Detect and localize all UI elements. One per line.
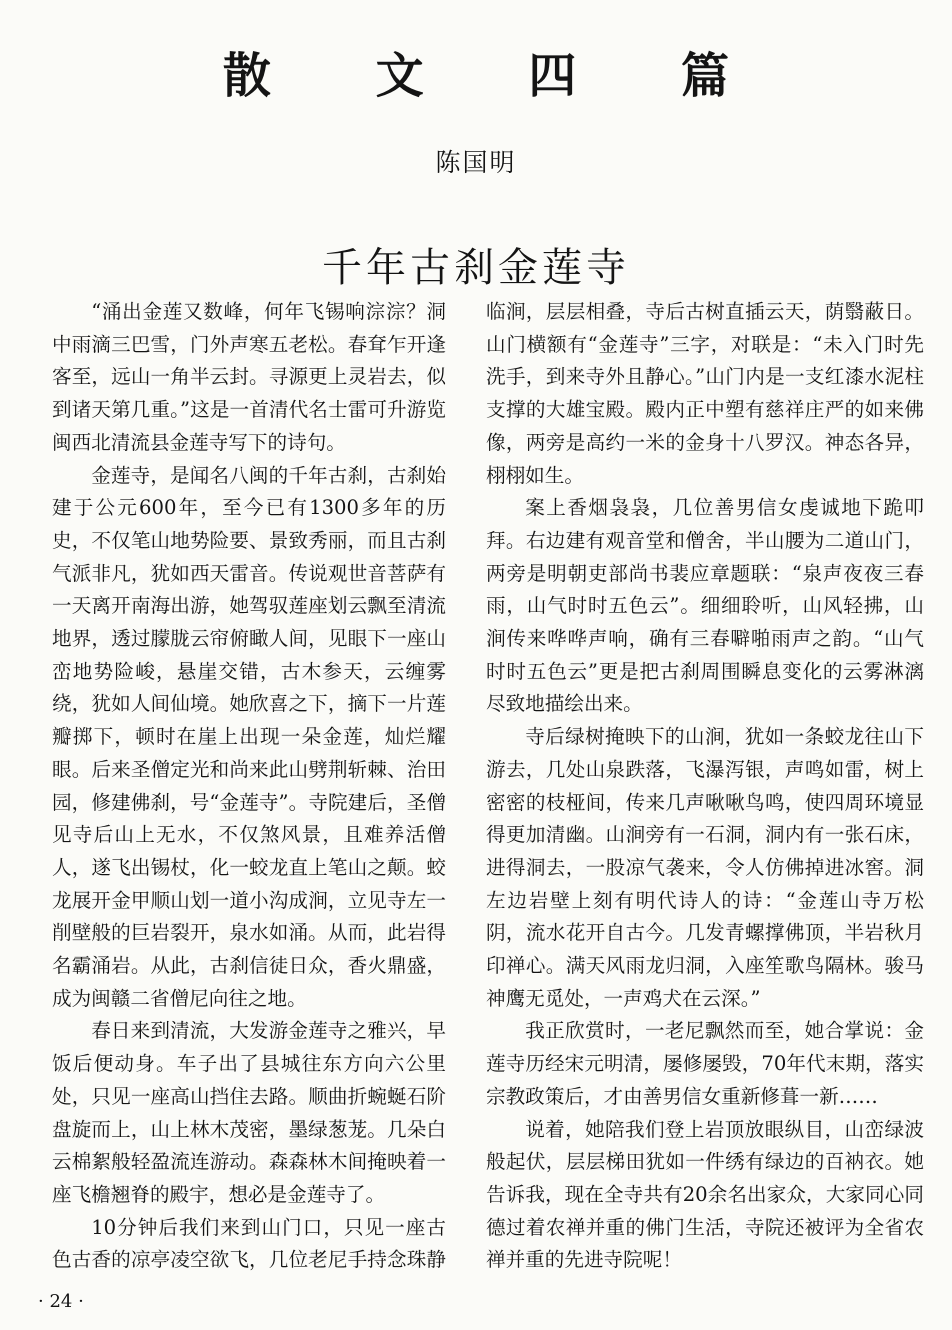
paragraph: 金莲寺，是闻名八闽的千年古刹，古刹始建于公元600年，至今已有1300多年的历史，不仅笔山地势险要、景致秀丽，而且古刹气派非凡，犹如西天雷音。传说观世音菩萨有一天离开南海出游，她驾驭莲座划云飘至清流地界，透过朦胧云帘俯瞰人间，见眼下一座山峦地势险峻，悬崖交错，古木参天，云缠雾绕，犹如人间仙境。她欣喜之下，摘下一片莲瓣掷下，顿时在崖上出现一朵金莲，灿烂耀眼。后来圣僧定光和尚来此山劈荆斩棘、治田园，修建佛刹，号“金莲寺”。寺院建后，圣僧见寺后山上无水，不仅煞风景，且难养活僧人，遂飞出锡杖，化一蛟龙直上笔山之颠。蛟龙展开金甲顺山划一道小沟成涧，立见寺左一削壁般的巨岩裂开，泉水如涌。从而，此岩得名霸涌岩。从此，古刹信徒日众，香火鼎盛，成为闽赣二省僧尼向往之地。: [52, 463, 446, 1010]
paragraph-continued: 临涧，层层相叠，寺后古树直插云天，荫翳蔽日。山门横额有“金莲寺”三字，对联是：“未入门时先洗手，到来寺外且静心。”山门内是一支红漆水泥柱支撑的大雄宝殿。殿内正中塑有慈祥庄严的如来佛像，两旁是高约一米的金身十八罗汉。神态各异，栩栩如生。: [486, 300, 924, 487]
paragraph: 春日来到清流，大发游金莲寺之雅兴，早饭后便动身。车子出了县城往东方向六公里处，只见一座高山挡住去路。顺曲折蜿蜒石阶盘旋而上，山上林木茂密，墨绿葱茏。几朵白云棉絮般轻盈流连游动。森森林木间掩映着一座飞檐翘脊的殿宇，想必是金莲寺了。: [52, 1019, 446, 1206]
paragraph: 我正欣赏时，一老尼飘然而至，她合掌说：金莲寺历经宋元明清，屡修屡毁，70年代末期，落实宗教政策后，才由善男信女重新修葺一新……: [486, 1019, 924, 1108]
paragraph: 寺后绿树掩映下的山涧，犹如一条蛟龙往山下游去，几处山泉跌落，飞瀑泻银，声鸣如雷，树上密密的枝桠间，传来几声啾啾鸟鸣，使四周环境显得更加清幽。山涧旁有一石洞，洞内有一张石床，进得洞去，一股凉气袭来，令人仿佛掉进冰窖。洞左边岩壁上刻有明代诗人的诗：“金莲山寺万松阴，流水花开自古今。几发青螺撑佛顶，半岩秋月印禅心。满天风雨龙归洞，入座笙歌鸟隔林。骏马神鹰无觅处，一声鸡犬在云深。”: [486, 725, 924, 1010]
paragraph: “涌出金莲又数峰，何年飞锡响淙淙？洞中雨滴三巴雪，门外声寒五老松。春耷乍开逢客至，远山一角半云封。寻源更上灵岩去，似到诸天第几重。”这是一首清代名士雷可升游览闽西北清流县金莲寺写下的诗句。: [52, 300, 446, 454]
author-name: 陈国明: [435, 148, 517, 177]
left-text-column: [52, 296, 446, 1278]
paragraph: 案上香烟袅袅，几位善男信女虔诚地下跪叩拜。右边建有观音堂和僧舍，半山腰为二道山门，两旁是明朝吏部尚书裴应章题联：“泉声夜夜三春雨，山气时时五色云”。细细聆听，山风轻拂，山涧传来哗哗声响，确有三春噼啪雨声之韵。“山气时时五色云”更是把古刹周围瞬息变化的云雾淋漓尽致地描绘出来。: [486, 496, 924, 716]
page-number: · 24 ·: [38, 1291, 84, 1312]
paragraph: 10分钟后我们来到山门口，只见一座古色古香的凉亭凌空欲飞，几位老尼手持念珠静: [52, 1215, 446, 1272]
right-text-column: [486, 296, 924, 1278]
paragraph: [486, 1277, 924, 1278]
paragraph: 说着，她陪我们登上岩顶放眼纵目，山峦绿波般起伏，层层梯田犹如一件绣有绿边的百衲衣。她告诉我，现在全寺共有20余名出家众，大家同心同德过着农禅并重的佛门生活，寺院还被评为全省农禅并重的先进寺院呢！: [486, 1117, 924, 1272]
article-title: 千年古刹金莲寺: [322, 245, 630, 291]
main-title: 散 文 四 篇: [222, 48, 774, 104]
